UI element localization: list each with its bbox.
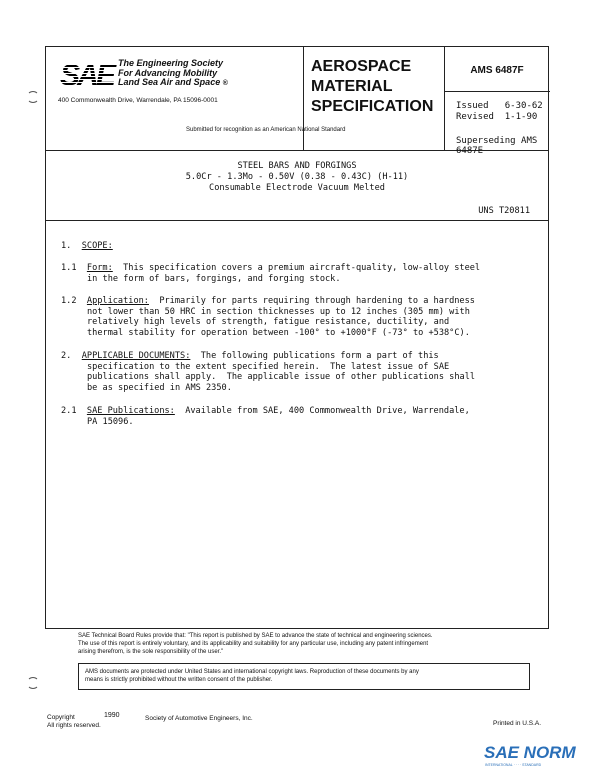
section-text: in the form of bars, forgings, and forging stock.	[87, 273, 341, 284]
rights-reserved: All rights reserved.	[47, 721, 101, 729]
divider	[46, 220, 548, 221]
section-text: specification to the extent specified herein. The latest issue of SAE	[87, 361, 450, 372]
section-2	[61, 351, 439, 361]
sae-logo-text: SAE	[60, 59, 116, 89]
section-number: 2.1	[61, 406, 77, 416]
section-number: 1.2	[61, 296, 77, 306]
submitted-note: Submitted for recognition as an American National Standard	[186, 127, 346, 133]
divider	[444, 91, 550, 92]
section-heading: SCOPE:	[81, 241, 113, 251]
society-line: The Engineering Society	[118, 58, 224, 68]
section-heading: Application:	[86, 296, 149, 306]
issue-dates	[456, 101, 543, 123]
technical-board-disclaimer	[78, 632, 538, 656]
disclaimer-line: SAE Technical Board Rules provide that: "This report is published by SAE to advance the state of technical and engineering sciences.	[78, 633, 433, 639]
section-number: 1.	[61, 241, 72, 251]
section-heading: APPLICABLE DOCUMENTS:	[81, 351, 191, 361]
copyright	[47, 714, 101, 729]
section-text: thermal stability for operation between -100° to +1000°F (-73° to +538°C).	[87, 327, 470, 338]
section-text: relatively high levels of strength, fatigue resistance, ductility, and	[87, 317, 450, 327]
copyright-organization: Society of Automotive Engineers, Inc.	[145, 715, 253, 722]
sae-norm-watermark	[484, 741, 594, 769]
sae-logo	[60, 59, 118, 89]
spec-title	[311, 57, 433, 117]
section-2-1	[61, 406, 470, 416]
section-text: Available from SAE, 400 Commonwealth Drive, Warrendale,	[174, 406, 470, 416]
watermark-text: SAE NORM	[484, 743, 576, 762]
section-1-2	[61, 296, 475, 306]
issued-date: Issued 6-30-62	[456, 101, 543, 111]
document-frame	[45, 46, 549, 629]
section-text: not lower than 50 HRC in section thicknesses up to 12 inches (305 mm) with	[87, 306, 470, 317]
uns-number: UNS T20811	[478, 206, 530, 216]
disclaimer-line: arising therefrom, is the sole responsibility of the user."	[78, 649, 224, 655]
section-text: The following publications form a part of this	[190, 351, 439, 361]
society-line: For Advancing Mobility	[118, 67, 218, 78]
material-title	[46, 161, 548, 194]
section-heading: Form:	[86, 263, 113, 273]
copyright-notice-box	[78, 663, 530, 690]
section-number: 1.1	[61, 263, 77, 273]
society-name	[118, 59, 228, 89]
punch-hole-icon	[26, 90, 40, 104]
title-line: 5.0Cr - 1.3Mo - 0.50V (0.38 - 0.43C) (H-11)	[185, 172, 409, 182]
spec-title-line: MATERIAL	[311, 78, 393, 95]
section-text: publications shall apply. The applicable issue of other publications shall	[87, 372, 476, 382]
title-line: Consumable Electrode Vacuum Melted	[209, 183, 385, 193]
society-line: Land Sea Air and Space	[118, 77, 221, 87]
section-1	[61, 241, 113, 251]
watermark-subtext: INTERNATIONAL · · · · STANDARD	[485, 763, 542, 767]
notice-line: means is strictly prohibited without the written consent of the publisher.	[85, 677, 273, 683]
registered-mark: ®	[222, 80, 228, 87]
section-1-1	[61, 263, 480, 273]
section-number: 2.	[61, 351, 72, 361]
section-heading: SAE Publications:	[86, 406, 175, 416]
revised-date: Revised 1-1-90	[456, 112, 538, 122]
notice-line: AMS documents are protected under United States and international copyright laws. Reproduction of these documents by any	[85, 669, 419, 675]
printed-in: Printed in U.S.A.	[493, 720, 542, 727]
title-line: STEEL BARS AND FORGINGS	[237, 161, 357, 171]
spec-title-line: AEROSPACE	[311, 58, 412, 75]
disclaimer-line: The use of this report is entirely voluntary, and its applicability and suitability for any particular use, including any patent infringement	[78, 641, 429, 647]
punch-hole-icon	[26, 676, 40, 690]
section-text: This specification covers a premium aircraft-quality, low-alloy steel	[112, 263, 481, 273]
section-text: be as specified in AMS 2350.	[87, 382, 232, 393]
section-text: Primarily for parts requiring through hardening to a hardness	[148, 296, 475, 306]
divider	[444, 47, 445, 150]
copyright-label: Copyright	[47, 714, 75, 721]
section-text: PA 15096.	[87, 416, 134, 427]
copyright-year: 1990	[104, 712, 120, 719]
superseding: Superseding AMS 6487E	[456, 136, 538, 156]
ams-number: AMS 6487F	[470, 65, 524, 76]
society-address: 400 Commonwealth Drive, Warrendale, PA 15096-0001	[58, 97, 218, 104]
divider	[303, 47, 304, 150]
spec-title-line: SPECIFICATION	[311, 98, 434, 115]
